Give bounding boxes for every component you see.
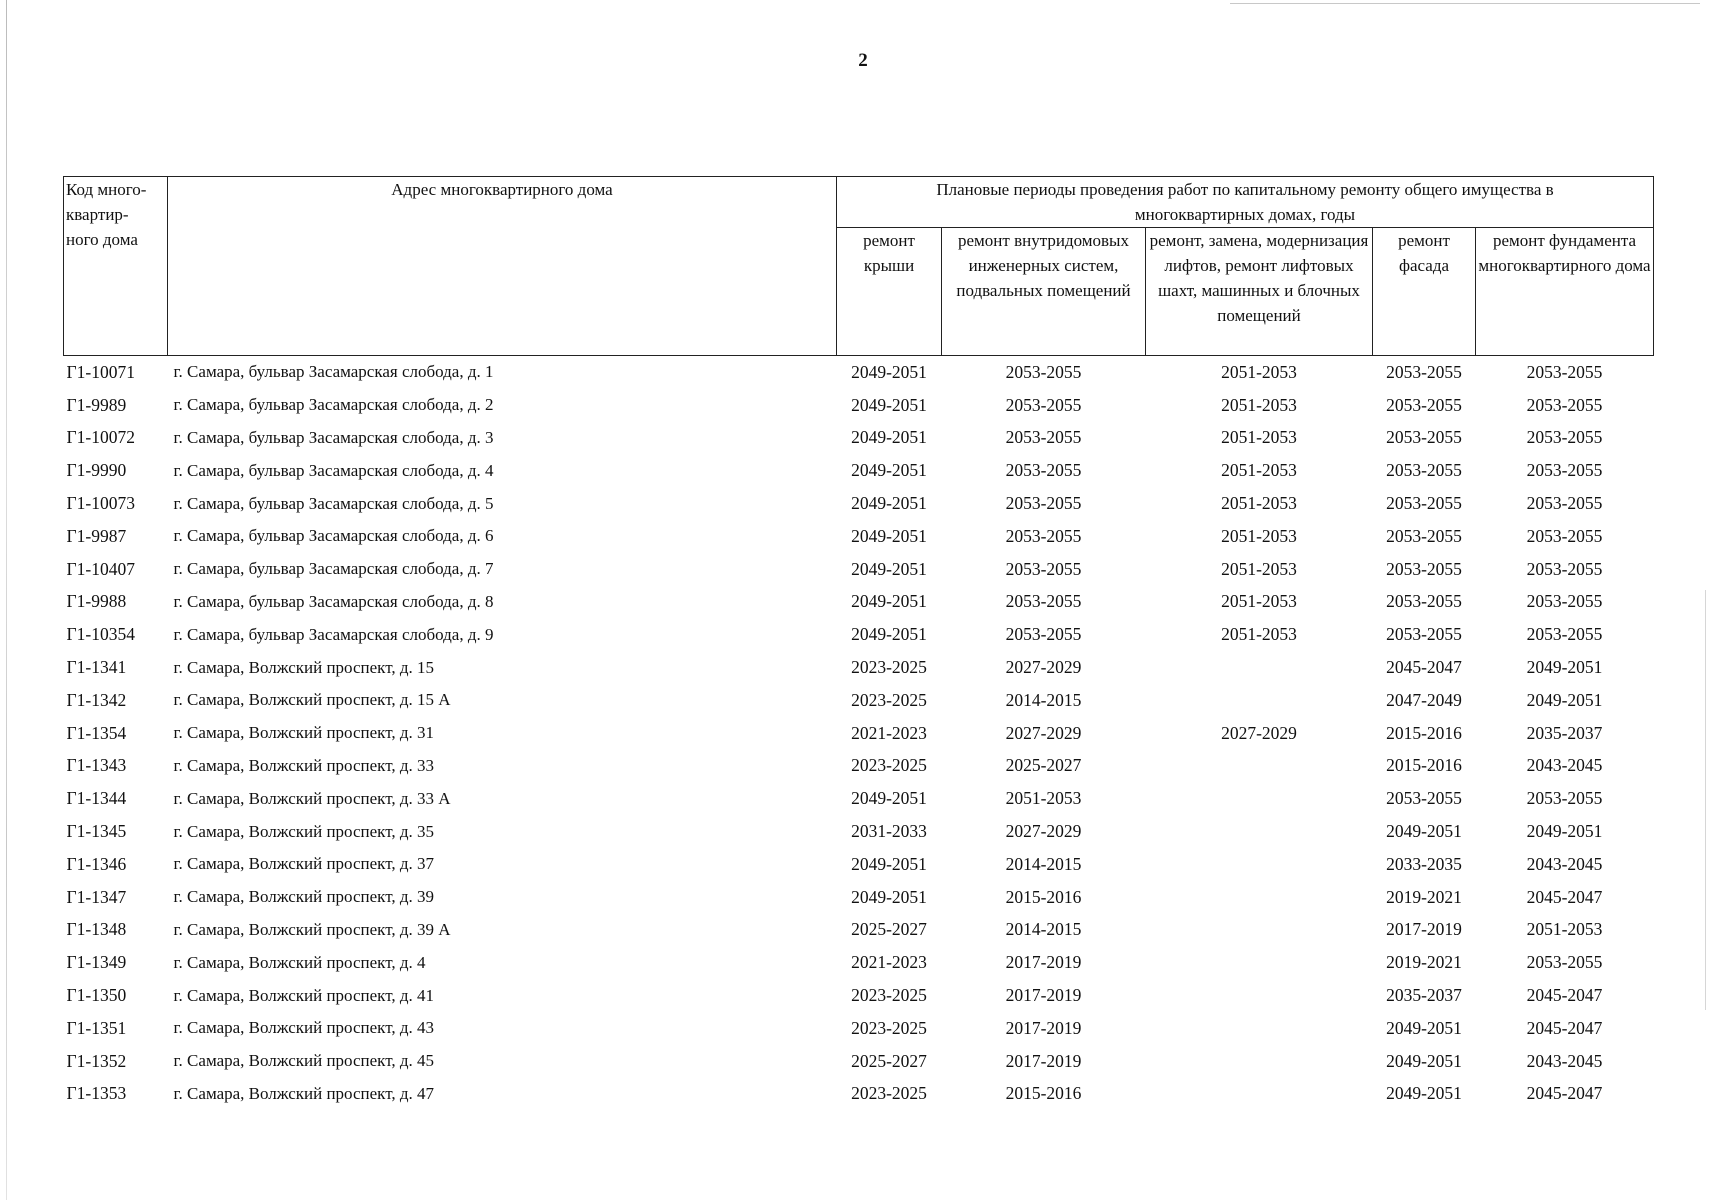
table-row bbox=[64, 684, 1654, 717]
cell-roof: 2049-2051 bbox=[851, 624, 927, 645]
cell-address: г. Самара, бульвар Засамарская слобода, д. 7 bbox=[173, 559, 494, 579]
cell-engineering: 2053-2055 bbox=[1005, 460, 1082, 481]
cell-foundation: 2053-2055 bbox=[1526, 788, 1603, 809]
cell-code: Г1-9987 bbox=[66, 525, 127, 546]
cell-facade: 2053-2055 bbox=[1386, 493, 1462, 514]
cell-roof: 2021-2023 bbox=[851, 952, 927, 973]
header-periods-group: Плановые периоды проведения работ по капитальному ремонту общего имущества в многоквартирных домах, годы bbox=[837, 177, 1654, 228]
cell-engineering: 2014-2015 bbox=[1005, 689, 1082, 710]
cell-address: г. Самара, бульвар Засамарская слобода, д. 5 bbox=[173, 493, 494, 513]
cell-code: Г1-10354 bbox=[66, 624, 135, 645]
table-body bbox=[64, 356, 1654, 1111]
cell-code: Г1-1352 bbox=[66, 1050, 127, 1071]
cell-elevators bbox=[1146, 914, 1373, 947]
cell-engineering: 2053-2055 bbox=[1005, 493, 1082, 514]
table-row bbox=[64, 356, 1654, 389]
cell-elevators: 2027-2029 bbox=[1221, 722, 1297, 743]
cell-roof: 2023-2025 bbox=[851, 689, 927, 710]
header-engineering: ремонт внутридомовых инженерных систем, подвальных помещений bbox=[942, 228, 1146, 356]
cell-address: г. Самара, Волжский проспект, д. 15 А bbox=[173, 690, 451, 710]
cell-foundation: 2051-2053 bbox=[1526, 919, 1603, 940]
cell-foundation: 2053-2055 bbox=[1526, 558, 1603, 579]
table-row bbox=[64, 454, 1654, 487]
table-row bbox=[64, 520, 1654, 553]
cell-elevators bbox=[1146, 1045, 1373, 1078]
table-row bbox=[64, 848, 1654, 881]
cell-engineering: 2053-2055 bbox=[1005, 558, 1082, 579]
cell-roof: 2031-2033 bbox=[851, 821, 927, 842]
table-header bbox=[64, 177, 1654, 356]
cell-code: Г1-10407 bbox=[66, 558, 135, 579]
cell-code: Г1-9989 bbox=[66, 394, 127, 415]
cell-roof: 2023-2025 bbox=[851, 755, 927, 776]
cell-elevators bbox=[1146, 1078, 1373, 1111]
cell-roof: 2049-2051 bbox=[851, 853, 927, 874]
cell-foundation: 2045-2047 bbox=[1526, 1083, 1603, 1104]
cell-engineering: 2017-2019 bbox=[1005, 1017, 1082, 1038]
cell-code: Г1-1348 bbox=[66, 919, 127, 940]
cell-facade: 2053-2055 bbox=[1386, 460, 1462, 481]
cell-elevators: 2051-2053 bbox=[1221, 361, 1297, 382]
table-row bbox=[64, 389, 1654, 422]
cell-facade: 2015-2016 bbox=[1386, 722, 1462, 743]
cell-code: Г1-1347 bbox=[66, 886, 127, 907]
cell-engineering: 2053-2055 bbox=[1005, 525, 1082, 546]
cell-engineering: 2015-2016 bbox=[1005, 1083, 1082, 1104]
table-row bbox=[64, 1012, 1654, 1045]
cell-engineering: 2053-2055 bbox=[1005, 394, 1082, 415]
cell-engineering: 2014-2015 bbox=[1005, 919, 1082, 940]
cell-address: г. Самара, бульвар Засамарская слобода, д. 6 bbox=[173, 526, 494, 546]
header-roof: ремонт крыши bbox=[837, 228, 942, 356]
cell-engineering: 2015-2016 bbox=[1005, 886, 1082, 907]
cell-facade: 2053-2055 bbox=[1386, 558, 1462, 579]
cell-elevators bbox=[1146, 815, 1373, 848]
cell-engineering: 2027-2029 bbox=[1005, 821, 1082, 842]
cell-address: г. Самара, Волжский проспект, д. 39 А bbox=[173, 919, 451, 939]
cell-engineering: 2051-2053 bbox=[1005, 788, 1082, 809]
cell-foundation: 2043-2045 bbox=[1526, 755, 1603, 776]
cell-engineering: 2017-2019 bbox=[1005, 1050, 1082, 1071]
cell-elevators: 2051-2053 bbox=[1221, 460, 1297, 481]
table-row bbox=[64, 815, 1654, 848]
cell-code: Г1-1344 bbox=[66, 788, 127, 809]
cell-address: г. Самара, бульвар Засамарская слобода, д. 4 bbox=[173, 460, 494, 480]
cell-elevators: 2051-2053 bbox=[1221, 558, 1297, 579]
header-foundation: ремонт фундамента многоквартирного дома bbox=[1476, 228, 1654, 356]
table-row bbox=[64, 586, 1654, 619]
cell-foundation: 2049-2051 bbox=[1526, 689, 1603, 710]
cell-code: Г1-1350 bbox=[66, 985, 127, 1006]
cell-foundation: 2045-2047 bbox=[1526, 1017, 1603, 1038]
cell-roof: 2049-2051 bbox=[851, 460, 927, 481]
cell-code: Г1-9988 bbox=[66, 591, 127, 612]
cell-elevators bbox=[1146, 881, 1373, 914]
cell-code: Г1-1353 bbox=[66, 1083, 127, 1104]
cell-engineering: 2053-2055 bbox=[1005, 591, 1082, 612]
cell-elevators bbox=[1146, 848, 1373, 881]
cell-roof: 2023-2025 bbox=[851, 657, 927, 678]
header-code: Код много- квартир- ного дома bbox=[64, 177, 168, 356]
cell-foundation: 2053-2055 bbox=[1526, 427, 1603, 448]
cell-code: Г1-10072 bbox=[66, 427, 135, 448]
cell-address: г. Самара, Волжский проспект, д. 4 bbox=[173, 952, 426, 972]
cell-address: г. Самара, Волжский проспект, д. 41 bbox=[173, 985, 435, 1005]
cell-address: г. Самара, Волжский проспект, д. 33 bbox=[173, 755, 435, 775]
cell-facade: 2017-2019 bbox=[1386, 919, 1462, 940]
cell-address: г. Самара, бульвар Засамарская слобода, д. 3 bbox=[173, 427, 494, 447]
cell-engineering: 2017-2019 bbox=[1005, 952, 1082, 973]
cell-address: г. Самара, Волжский проспект, д. 15 bbox=[173, 657, 435, 677]
cell-roof: 2023-2025 bbox=[851, 985, 927, 1006]
cell-code: Г1-1345 bbox=[66, 821, 127, 842]
cell-facade: 2015-2016 bbox=[1386, 755, 1462, 776]
table-row bbox=[64, 422, 1654, 455]
cell-elevators bbox=[1146, 651, 1373, 684]
cell-roof: 2049-2051 bbox=[851, 558, 927, 579]
cell-facade: 2045-2047 bbox=[1386, 657, 1462, 678]
cell-address: г. Самара, Волжский проспект, д. 37 bbox=[173, 854, 435, 874]
header-row-top bbox=[64, 177, 1654, 228]
cell-facade: 2033-2035 bbox=[1386, 853, 1462, 874]
cell-foundation: 2053-2055 bbox=[1526, 525, 1603, 546]
cell-elevators bbox=[1146, 979, 1373, 1012]
cell-roof: 2049-2051 bbox=[851, 427, 927, 448]
cell-roof: 2021-2023 bbox=[851, 722, 927, 743]
cell-code: Г1-1342 bbox=[66, 689, 127, 710]
scan-edge-right bbox=[1705, 590, 1706, 1010]
cell-elevators: 2051-2053 bbox=[1221, 525, 1297, 546]
cell-foundation: 2043-2045 bbox=[1526, 853, 1603, 874]
cell-engineering: 2053-2055 bbox=[1005, 427, 1082, 448]
cell-code: Г1-1349 bbox=[66, 952, 127, 973]
cell-foundation: 2053-2055 bbox=[1526, 361, 1603, 382]
cell-roof: 2049-2051 bbox=[851, 394, 927, 415]
cell-foundation: 2053-2055 bbox=[1526, 460, 1603, 481]
table-row bbox=[64, 717, 1654, 750]
cell-roof: 2049-2051 bbox=[851, 788, 927, 809]
cell-foundation: 2053-2055 bbox=[1526, 493, 1603, 514]
table-row bbox=[64, 487, 1654, 520]
scan-edge-top bbox=[1230, 3, 1700, 4]
cell-facade: 2053-2055 bbox=[1386, 427, 1462, 448]
cell-facade: 2053-2055 bbox=[1386, 624, 1462, 645]
cell-code: Г1-1351 bbox=[66, 1017, 127, 1038]
cell-facade: 2049-2051 bbox=[1386, 1083, 1462, 1104]
cell-facade: 2047-2049 bbox=[1386, 689, 1462, 710]
cell-roof: 2023-2025 bbox=[851, 1017, 927, 1038]
cell-engineering: 2025-2027 bbox=[1005, 755, 1082, 776]
cell-foundation: 2053-2055 bbox=[1526, 394, 1603, 415]
cell-elevators: 2051-2053 bbox=[1221, 427, 1297, 448]
table-row bbox=[64, 914, 1654, 947]
cell-elevators: 2051-2053 bbox=[1221, 394, 1297, 415]
cell-foundation: 2053-2055 bbox=[1526, 591, 1603, 612]
cell-elevators bbox=[1146, 946, 1373, 979]
page-number: 2 bbox=[858, 50, 868, 71]
cell-address: г. Самара, Волжский проспект, д. 31 bbox=[173, 723, 435, 743]
cell-facade: 2053-2055 bbox=[1386, 788, 1462, 809]
cell-code: Г1-1354 bbox=[66, 722, 127, 743]
cell-foundation: 2053-2055 bbox=[1526, 952, 1603, 973]
cell-facade: 2019-2021 bbox=[1386, 952, 1462, 973]
header-address: Адрес многоквартирного дома bbox=[168, 177, 837, 356]
cell-elevators bbox=[1146, 782, 1373, 815]
cell-facade: 2049-2051 bbox=[1386, 1017, 1462, 1038]
cell-engineering: 2027-2029 bbox=[1005, 722, 1082, 743]
cell-address: г. Самара, бульвар Засамарская слобода, д. 8 bbox=[173, 591, 494, 611]
cell-elevators bbox=[1146, 1012, 1373, 1045]
cell-roof: 2025-2027 bbox=[851, 1050, 927, 1071]
cell-facade: 2035-2037 bbox=[1386, 985, 1462, 1006]
cell-facade: 2049-2051 bbox=[1386, 1050, 1462, 1071]
table-row bbox=[64, 618, 1654, 651]
scan-edge-left bbox=[6, 0, 7, 1200]
cell-engineering: 2053-2055 bbox=[1005, 361, 1082, 382]
cell-foundation: 2045-2047 bbox=[1526, 985, 1603, 1006]
table-row bbox=[64, 782, 1654, 815]
cell-address: г. Самара, Волжский проспект, д. 47 bbox=[173, 1083, 435, 1103]
cell-roof: 2049-2051 bbox=[851, 591, 927, 612]
table-row bbox=[64, 1078, 1654, 1111]
cell-engineering: 2027-2029 bbox=[1005, 657, 1082, 678]
cell-address: г. Самара, Волжский проспект, д. 39 bbox=[173, 887, 435, 907]
cell-code: Г1-10071 bbox=[66, 361, 135, 382]
cell-engineering: 2053-2055 bbox=[1005, 624, 1082, 645]
cell-code: Г1-1341 bbox=[66, 657, 127, 678]
repair-schedule-table bbox=[63, 176, 1654, 1110]
cell-roof: 2023-2025 bbox=[851, 1083, 927, 1104]
table-row bbox=[64, 553, 1654, 586]
table-row bbox=[64, 1045, 1654, 1078]
cell-elevators bbox=[1146, 750, 1373, 783]
cell-address: г. Самара, Волжский проспект, д. 45 bbox=[173, 1051, 435, 1071]
cell-roof: 2049-2051 bbox=[851, 493, 927, 514]
cell-code: Г1-10073 bbox=[66, 493, 135, 514]
table-row bbox=[64, 979, 1654, 1012]
cell-facade: 2053-2055 bbox=[1386, 525, 1462, 546]
table-row bbox=[64, 881, 1654, 914]
cell-foundation: 2049-2051 bbox=[1526, 821, 1603, 842]
cell-foundation: 2035-2037 bbox=[1526, 722, 1603, 743]
cell-engineering: 2014-2015 bbox=[1005, 853, 1082, 874]
repair-schedule-sheet bbox=[63, 176, 1654, 1110]
cell-address: г. Самара, бульвар Засамарская слобода, д. 9 bbox=[173, 624, 494, 644]
cell-foundation: 2043-2045 bbox=[1526, 1050, 1603, 1071]
cell-elevators: 2051-2053 bbox=[1221, 493, 1297, 514]
cell-facade: 2019-2021 bbox=[1386, 886, 1462, 907]
cell-facade: 2053-2055 bbox=[1386, 394, 1462, 415]
table-row bbox=[64, 651, 1654, 684]
cell-address: г. Самара, бульвар Засамарская слобода, д. 2 bbox=[173, 395, 494, 415]
header-elevators: ремонт, замена, модернизация лифтов, ремонт лифтовых шахт, машинных и блочных помещений bbox=[1146, 228, 1373, 356]
cell-roof: 2049-2051 bbox=[851, 886, 927, 907]
cell-address: г. Самара, бульвар Засамарская слобода, д. 1 bbox=[173, 362, 494, 382]
table-row bbox=[64, 946, 1654, 979]
cell-address: г. Самара, Волжский проспект, д. 35 bbox=[173, 821, 435, 841]
cell-roof: 2049-2051 bbox=[851, 525, 927, 546]
cell-elevators bbox=[1146, 684, 1373, 717]
cell-foundation: 2053-2055 bbox=[1526, 624, 1603, 645]
cell-facade: 2049-2051 bbox=[1386, 821, 1462, 842]
cell-code: Г1-9990 bbox=[66, 460, 127, 481]
cell-address: г. Самара, Волжский проспект, д. 43 bbox=[173, 1018, 435, 1038]
cell-code: Г1-1343 bbox=[66, 755, 127, 776]
cell-foundation: 2045-2047 bbox=[1526, 886, 1603, 907]
cell-roof: 2049-2051 bbox=[851, 361, 927, 382]
cell-elevators: 2051-2053 bbox=[1221, 591, 1297, 612]
header-facade: ремонт фасада bbox=[1373, 228, 1476, 356]
cell-elevators: 2051-2053 bbox=[1221, 624, 1297, 645]
cell-engineering: 2017-2019 bbox=[1005, 985, 1082, 1006]
cell-roof: 2025-2027 bbox=[851, 919, 927, 940]
table-row bbox=[64, 750, 1654, 783]
cell-facade: 2053-2055 bbox=[1386, 361, 1462, 382]
cell-code: Г1-1346 bbox=[66, 853, 127, 874]
cell-foundation: 2049-2051 bbox=[1526, 657, 1603, 678]
cell-address: г. Самара, Волжский проспект, д. 33 А bbox=[173, 788, 451, 808]
cell-facade: 2053-2055 bbox=[1386, 591, 1462, 612]
